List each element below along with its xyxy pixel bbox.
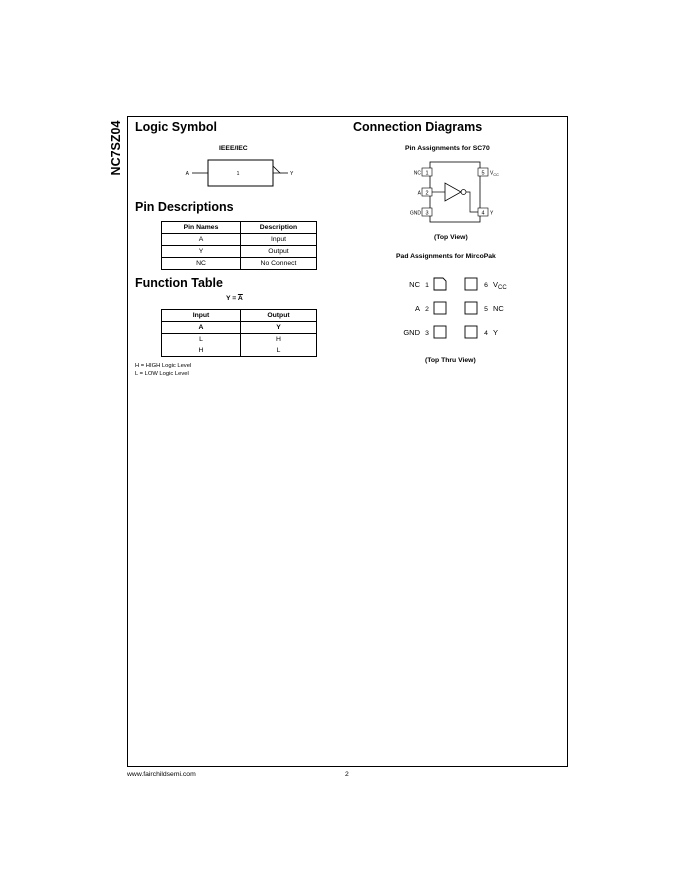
logic-level-notes [135,362,191,378]
equation-rhs: $\overline{A}$ [237,295,243,302]
micropak-diagram [395,270,515,348]
function-equation [226,295,243,302]
micropak-pad-4-name: Y [493,328,499,337]
pad-3-icon [434,326,446,338]
sc70-pin-4-num: 4 [481,210,485,217]
equation-lhs: Y = [226,295,238,302]
connection-diagrams-heading: Connection Diagrams [353,120,483,134]
table-row [162,246,317,258]
pad-4-icon [465,326,477,338]
micropak-pad-6-num: 6 [484,282,488,289]
table-row [162,334,317,346]
sc70-pin-3-num: 3 [425,210,429,217]
table-row [162,258,317,270]
sc70-pin-2-name: A [417,190,421,197]
sc70-caption: (Top View) [434,234,468,241]
micropak-title: Pad Assignments for MircoPak [396,253,496,260]
input-cell: L [162,334,241,346]
table-row [162,345,317,357]
micropak-caption: (Top Thru View) [425,357,476,364]
subheader-a: A [162,322,241,334]
micropak-pad-2-name: A [414,304,420,313]
col-description: Description [241,222,317,234]
table-row [162,234,317,246]
sc70-pin-4-name: Y [490,210,494,217]
gate-label: 1 [236,171,240,177]
pin-descriptions-table [161,221,317,270]
table-subheader-row [162,322,317,334]
output-cell: L [241,345,317,357]
micropak-pad-3-num: 3 [425,330,429,337]
col-input: Input [162,310,241,322]
input-cell: H [162,345,241,357]
sc70-pin-2-num: 2 [425,190,429,197]
inverter-output-wire [466,192,478,212]
note-high: H = HIGH Logic Level [135,363,192,369]
footer-website-link[interactable]: www.fairchildsemi.com [127,771,196,778]
ieee-iec-label: IEEE/IEC [219,145,248,152]
sc70-diagram [400,160,510,225]
gate-box [208,160,273,186]
note-low: L = LOW Logic Level [135,371,189,377]
sc70-pin-5-num: 5 [481,170,485,177]
part-number: NC7SZ04 [109,120,123,176]
logic-symbol-heading: Logic Symbol [135,120,217,134]
micropak-pad-5-name: NC [493,304,504,313]
pin-desc-cell: Input [241,234,317,246]
inverter-icon [445,183,461,201]
sc70-pin-1-num: 1 [425,170,429,177]
micropak-pad-4-num: 4 [484,330,488,337]
logic-output-label: Y [290,171,294,177]
pin-desc-cell: Output [241,246,317,258]
pin-name-cell: A [162,234,241,246]
pin-name-cell: Y [162,246,241,258]
subheader-y: Y [241,322,317,334]
pad-6-icon [465,278,477,290]
logic-symbol-diagram [180,155,300,190]
part-number-side-label [108,118,124,178]
micropak-pad-1-name: NC [409,280,420,289]
table-header-row [162,310,317,322]
pad-5-icon [465,302,477,314]
sc70-pin-5-name: $V_{CC}$ [490,170,499,177]
pin-name-cell: NC [162,258,241,270]
function-table [161,309,317,357]
inversion-triangle-icon [273,166,280,173]
sc70-title: Pin Assignments for SC70 [405,145,490,152]
output-cell: H [241,334,317,346]
pad-1-icon [434,278,446,290]
micropak-pad-2-num: 2 [425,306,429,313]
pin-desc-cell: No Connect [241,258,317,270]
table-header-row [162,222,317,234]
sc70-pin-1-name: NC [413,170,421,177]
col-output: Output [241,310,317,322]
micropak-pad-1-num: 1 [425,282,429,289]
page-number: 2 [345,771,349,778]
col-pin-names: Pin Names [162,222,241,234]
sc70-pin-3-name: GND [409,210,421,217]
micropak-pad-3-name: GND [403,328,420,337]
pad-2-icon [434,302,446,314]
function-table-heading: Function Table [135,276,223,290]
pin-descriptions-heading: Pin Descriptions [135,200,234,214]
micropak-pad-5-num: 5 [484,306,488,313]
micropak-pad-6-name: $V_{CC}$ [493,280,507,291]
logic-input-label: A [185,171,189,177]
